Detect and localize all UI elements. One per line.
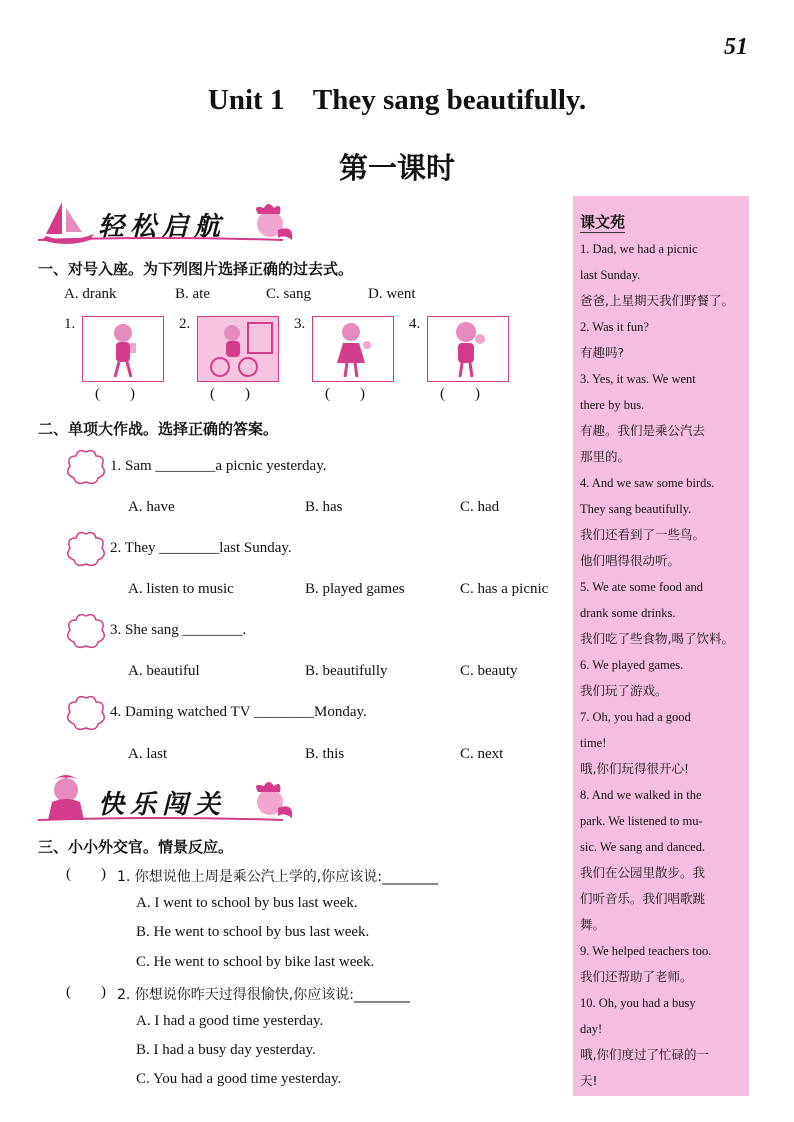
sidebar-line: 7. Oh, you had a good: [580, 710, 691, 724]
picture-number: 1.: [64, 316, 76, 332]
picture-number: 3.: [294, 316, 306, 332]
option-b: B. ate: [175, 286, 210, 302]
flower-icon: [64, 448, 108, 486]
sidebar-line: 我们还看到了一些鸟。: [580, 527, 706, 542]
sidebar-line: 哦,你们度过了忙碌的一: [580, 1047, 709, 1062]
sidebar-line: 3. Yes, it was. We went: [580, 372, 696, 386]
question-text: 1. 你想说他上周是乘公汽上学的,你应该说:________: [117, 869, 438, 885]
banner-label: 轻松启航: [98, 212, 227, 242]
answer-blank[interactable]: ( ): [325, 386, 365, 402]
section1-heading: 一、对号入座。为下列图片选择正确的过去式。: [38, 260, 354, 278]
choice-a[interactable]: A. I went to school by bus last week.: [136, 895, 358, 911]
sidebar-line: 有趣。我们是乘公汽去: [580, 423, 706, 438]
sidebar-line: sic. We sang and danced.: [580, 840, 706, 854]
sidebar-line: 4. And we saw some birds.: [580, 476, 715, 490]
sidebar-line: time!: [580, 736, 607, 750]
sidebar-line: 舞。: [580, 917, 606, 932]
sidebar-line: 有趣吗?: [580, 345, 625, 360]
option-a: A. drank: [64, 286, 117, 302]
choice-c[interactable]: C. You had a good time yesterday.: [136, 1071, 342, 1087]
answer-blank[interactable]: ( ): [95, 386, 135, 402]
boy-eating-icon: [428, 317, 508, 381]
choice-b[interactable]: B. beautifully: [305, 663, 388, 679]
sidebar-line: 我们还帮助了老师。: [580, 969, 693, 984]
choice-a[interactable]: A. have: [128, 499, 175, 515]
picture-singing: [312, 316, 394, 382]
answer-blank[interactable]: ( ): [66, 984, 106, 1000]
choice-c[interactable]: C. beauty: [460, 663, 518, 679]
sidebar-line: 9. We helped teachers too.: [580, 944, 712, 958]
sidebar-line: 我们在公园里散步。我: [580, 865, 706, 880]
choice-c[interactable]: C. He went to school by bike last week.: [136, 954, 375, 970]
choice-a[interactable]: A. listen to music: [128, 581, 234, 597]
flower-icon: [64, 694, 108, 732]
sidebar-line: 5. We ate some food and: [580, 580, 704, 594]
child-drinking-icon: [83, 317, 163, 381]
option-c: C. sang: [266, 286, 311, 302]
sidebar-line: there by bus.: [580, 398, 645, 412]
picture-going: [197, 316, 279, 382]
sidebar-line: 天!: [580, 1073, 598, 1088]
banner-underline: [38, 816, 288, 824]
sidebar-line: 爸爸,上星期天我们野餐了。: [580, 293, 734, 308]
choice-c[interactable]: C. had: [460, 499, 500, 515]
sidebar-line: 2. Was it fun?: [580, 320, 649, 334]
sidebar-text: [580, 236, 744, 1094]
lesson-subtitle: 第一课时: [338, 151, 455, 185]
question-text: 2. They ________last Sunday.: [110, 540, 292, 556]
choice-c[interactable]: C. next: [460, 746, 504, 762]
sidebar-line: 1. Dad, we had a picnic: [580, 242, 698, 256]
option-d: D. went: [368, 286, 416, 302]
sidebar-heading: 课文苑: [580, 213, 626, 231]
choice-a[interactable]: A. beautiful: [128, 663, 200, 679]
page-title: Unit 1 They sang beautifully.: [207, 84, 587, 116]
banner-underline: [38, 236, 288, 244]
banner-kuaile: [38, 776, 288, 824]
choice-a[interactable]: A. I had a good time yesterday.: [136, 1013, 324, 1029]
banner-qingsong: [38, 198, 288, 246]
sidebar-line: 他们唱得很动听。: [580, 553, 681, 568]
question-text: 1. Sam ________a picnic yesterday.: [110, 458, 327, 474]
question-text: 2. 你想说你昨天过得很愉快,你应该说:________: [117, 987, 410, 1003]
banner-label: 快乐闯关: [98, 790, 227, 820]
sidebar-line: day!: [580, 1022, 603, 1036]
flower-icon: [64, 530, 108, 568]
choice-b[interactable]: B. I had a busy day yesterday.: [136, 1042, 316, 1058]
choice-b[interactable]: B. has: [305, 499, 343, 515]
answer-blank[interactable]: ( ): [440, 386, 480, 402]
girl-singing-icon: [313, 317, 393, 381]
answer-blank[interactable]: ( ): [66, 866, 106, 882]
picture-number: 4.: [409, 316, 421, 332]
sidebar-line: last Sunday.: [580, 268, 641, 282]
sidebar-line: 哦,你们玩得很开心!: [580, 761, 689, 776]
flower-icon: [64, 612, 108, 650]
choice-b[interactable]: B. He went to school by bus last week.: [136, 924, 370, 940]
sidebar-line: 我们吃了些食物,喝了饮料。: [580, 631, 734, 646]
sidebar-line: 我们玩了游戏。: [580, 683, 668, 698]
question-text: 4. Daming watched TV ________Monday.: [110, 704, 367, 720]
picture-number: 2.: [179, 316, 191, 332]
choice-b[interactable]: B. this: [305, 746, 345, 762]
sidebar-line: 那里的。: [580, 449, 631, 464]
picture-drinking: [82, 316, 164, 382]
choice-a[interactable]: A. last: [128, 746, 168, 762]
section2-heading: 二、单项大作战。选择正确的答案。: [38, 420, 279, 438]
sidebar-line: 8. And we walked in the: [580, 788, 702, 802]
section3-heading: 三、小小外交官。情景反应。: [38, 838, 234, 856]
choice-c[interactable]: C. has a picnic: [460, 581, 549, 597]
question-text: 3. She sang ________.: [110, 622, 247, 638]
child-riding-bike-icon: [198, 317, 278, 381]
sidebar-line: drank some drinks.: [580, 606, 676, 620]
sidebar-line: 10. Oh, you had a busy: [580, 996, 696, 1010]
answer-blank[interactable]: ( ): [210, 386, 250, 402]
sidebar-line: 们听音乐。我们唱歌跳: [580, 891, 706, 906]
sidebar-line: park. We listened to mu-: [580, 814, 703, 828]
sidebar-line: 6. We played games.: [580, 658, 684, 672]
choice-b[interactable]: B. played games: [305, 581, 405, 597]
page-number: 51: [724, 34, 748, 60]
picture-eating: [427, 316, 509, 382]
sidebar-line: They sang beautifully.: [580, 502, 692, 516]
